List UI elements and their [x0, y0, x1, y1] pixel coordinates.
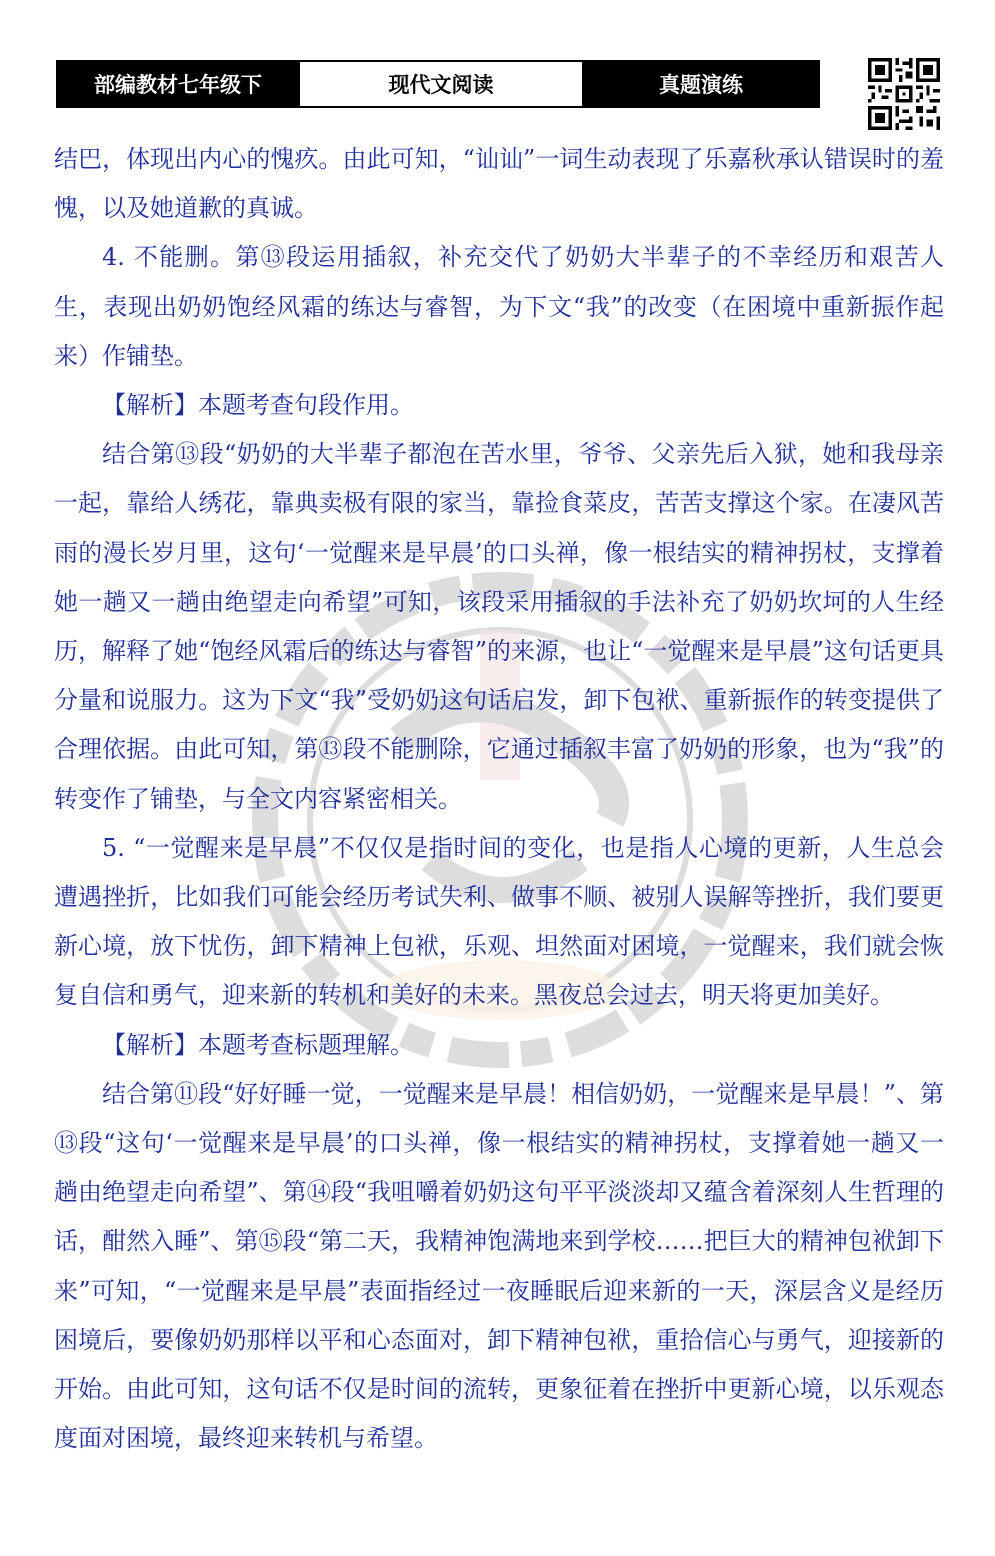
paragraph: 结巴，体现出内心的愧疚。由此可知，“讪讪”一词生动表现了乐嘉秋承认错误时的羞愧，以及她道歉的真诚。 [54, 145, 944, 223]
header-section-label: 真题演练 [584, 62, 818, 106]
paragraph: 5. “一觉醒来是早晨”不仅仅是指时间的变化，也是指人心境的更新，人生总会遭遇挫折，比如我们可能会经历考试失利、做事不顺、被别人误解等挫折，我们要更新心境，放下忧伤，卸下精神上包袱，乐观、坦然面对困境，一觉醒来，我们就会恢复自信和勇气，迎来新的转机和美好的未来。黑夜总会过去，明天将更加美好。 [54, 833, 944, 1010]
header-bar [56, 60, 820, 108]
analysis-heading: 【解析】本题考查句段作用。 [102, 391, 414, 420]
paragraph: 结合第⑬段“奶奶的大半辈子都泡在苦水里，爷爷、父亲先后入狱，她和我母亲一起，靠给人绣花，靠典卖极有限的家当，靠捡食菜皮，苦苦支撑这个家。在凄风苦雨的漫长岁月里，这句‘一觉醒来是早晨’的口头禅，像一根结实的精神拐杖，支撑着她一趟又一趟由绝望走向希望”可知，该段采用插叙的手法补充了奶奶坎坷的人生经历，解释了她“饱经风霜后的练达与睿智”的来源，也让“一觉醒来是早晨”这句话更具分量和说服力。这为下文“我”受奶奶这句话启发，卸下包袱、重新振作的转变提供了合理依据。由此可知，第⑬段不能删除，它通过插叙丰富了奶奶的形象，也为“我”的转变作了铺垫，与全文内容紧密相关。 [54, 440, 944, 813]
paragraph: 结合第⑪段“好好睡一觉，一觉醒来是早晨！相信奶奶，一觉醒来是早晨！”、第⑬段“这句‘一觉醒来是早晨’的口头禅，像一根结实的精神拐杖，支撑着她一趟又一趟由绝望走向希望”、第⑭段“我咀嚼着奶奶这句平平淡淡却又蕴含着深刻人生哲理的话，酣然入睡”、第⑮段“第二天，我精神饱满地来到学校……把巨大的精神包袱卸下来”可知，“一觉醒来是早晨”表面指经过一夜睡眠后迎来新的一天，深层含义是经历困境后，要像奶奶那样以平和心态面对，卸下精神包袱，重拾信心与勇气，迎接新的开始。由此可知，这句话不仅是时间的流转，更象征着在挫折中更新心境，以乐观态度面对困境，最终迎来转机与希望。 [54, 1079, 944, 1453]
answer-text-block [54, 135, 944, 1463]
header-grade-label: 部编教材七年级下 [58, 62, 298, 106]
header-subject-label: 现代文阅读 [298, 62, 584, 106]
paragraph: 4. 不能删。第⑬段运用插叙，补充交代了奶奶大半辈子的不幸经历和艰苦人生，表现出奶奶饱经风霜的练达与睿智，为下文“我”的改变（在困境中重新振作起来）作铺垫。 [54, 243, 944, 370]
qr-code-icon [868, 58, 940, 130]
analysis-heading: 【解析】本题考查标题理解。 [102, 1030, 414, 1059]
